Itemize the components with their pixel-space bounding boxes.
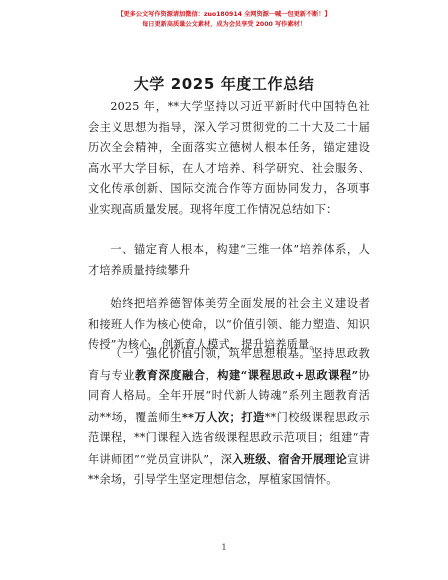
section-1-paragraph: 始终把培养德智体美劳全面发展的社会主义建设者和接班人作为核心使命，以“价值引领、能力塑造、知识传授”为核心，创新育人模式，提升培养质量。	[88, 297, 370, 351]
subsection-1-bold-text: **万人次；打造	[181, 409, 265, 424]
subsection-1-paragraph	[88, 344, 370, 491]
subsection-1-bold-text: 教育深度融合	[135, 367, 206, 382]
section-heading-1: 一、锚定育人根本，构建“三维一体”培养体系，人才培养质量持续攀升	[88, 243, 370, 277]
document-title: 大学 2025 年度工作总结	[133, 75, 315, 93]
page-number: 1	[221, 543, 227, 552]
promo-banner-line-1: 【更多公文写作资源请加微信：zuo180914 全网资源一喊一包更新不断！】	[117, 11, 331, 18]
subsection-1-text: 协同育人格局。全年开展“时代新人铸魂”系列主题教育活动**场，覆盖师生	[88, 368, 370, 424]
subsection-1-bold-text: 入班级、宿舍开展理论	[232, 451, 348, 466]
subsection-1-text: （一）强化价值引领，筑牢思想根基。坚持思政教育与专业	[88, 347, 370, 382]
subsection-1-text: 宣讲**余场，引导学生坚定理想信念，厚植家国情怀。	[88, 452, 370, 486]
promo-banner-line-2: 每日更新高质量公文素材，成为会员享受 2000 写作素材！	[142, 21, 306, 28]
subsection-1-text: **门校级课程思政示范课程，**门课程入选省级课程思政示范项目；组建“青年讲师团”“党员宣讲队”，深	[88, 410, 370, 466]
subsection-1-text: ，	[205, 368, 218, 382]
subsection-1-bold-text: 构建“课程思政+思政课程”	[217, 367, 359, 382]
intro-paragraph: 2025 年，**大学坚持以习近平新时代中国特色社会主义思想为指导，深入学习贯彻党的二十大及二十届历次全会精神，全面落实立德树人根本任务，锚定建设高水平大学目标，在人才培养、科学研究、社会服务、文化传承创新、国际交流合作等方面协同发力，各项事业实现高质量发展。现将年度工作情况总结如下：	[88, 100, 370, 216]
